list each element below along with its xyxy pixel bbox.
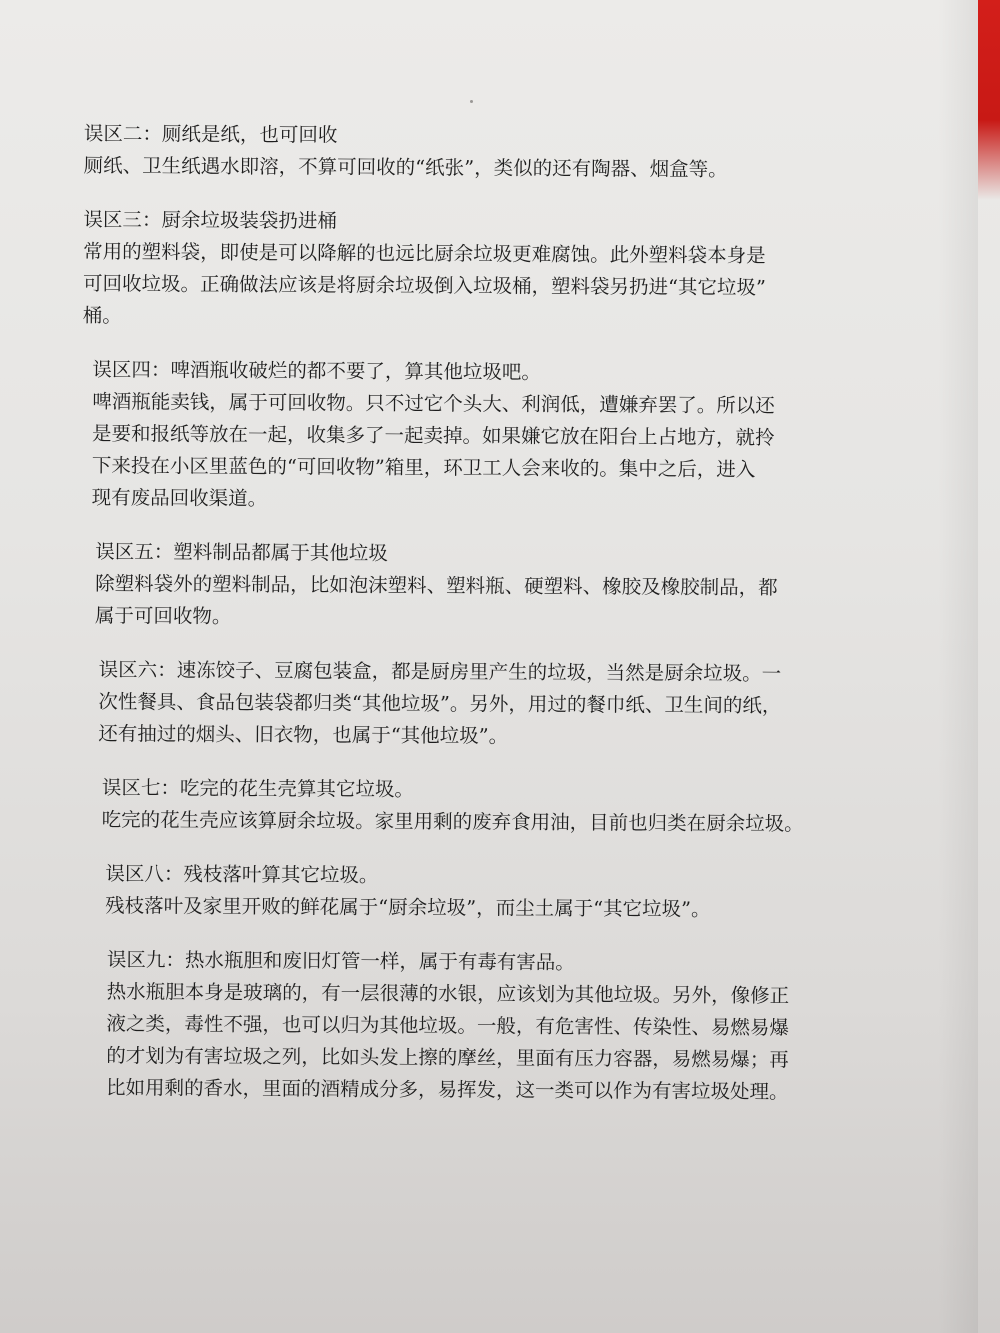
printed-page xyxy=(78,118,884,1131)
section-misconception-3 xyxy=(83,204,884,337)
section-heading: 误区二：厕纸是纸，也可回收 xyxy=(83,121,338,147)
section-body: 啤酒瓶能卖钱，属于可回收物。只不过它个头大、利润低，遭嫌弃罢了。所以还 是要和报纸等放在一起，收集多了一起卖掉。如果嫌它放在阳台上占地方，就拎 下来投在小区里蓝色的“可回收物”箱里，环卫工人会来收的。集中之后，进入 现有废品回收渠道。 xyxy=(91,390,775,511)
section-heading: 误区八：残枝落叶算其它垃圾。 xyxy=(105,862,379,887)
section-heading: 误区三：厨余垃圾装袋扔进桶 xyxy=(83,207,337,233)
section-misconception-2 xyxy=(84,118,884,187)
section-misconception-9 xyxy=(78,944,879,1109)
section-body: 常用的塑料袋，即使是可以降解的也远比厨余垃圾更难腐蚀。此外塑料袋本身是 可回收垃圾。正确做法应该是将厨余垃圾倒入垃圾桶，塑料袋另扔进“其它垃圾” 桶。 xyxy=(82,239,766,328)
section-body: 厕纸、卫生纸遇水即溶，不算可回收的“纸张”，类似的还有陶器、烟盒等。 xyxy=(83,153,728,181)
section-body: 残枝落叶及家里开败的鲜花属于“厨余垃圾”，而尘土属于“其它垃圾”。 xyxy=(105,894,711,921)
section-misconception-6 xyxy=(80,654,881,755)
section-heading: 误区五：塑料制品都属于其他垃圾 xyxy=(95,540,388,565)
section-body: 热水瓶胆本身是玻璃的，有一层很薄的水银，应该划为其他垃圾。另外，像修正 液之类，毒性不强，也可以归为其他垃圾。一般，有危害性、传染性、易燃易爆 的才划为有害垃圾之列，比如头发上擦的摩丝，里面有压力容器，易燃易爆；再 比如用剩的香水，里面的酒精成分多，易挥发，这一类可以作为有害垃圾处理。 xyxy=(106,980,790,1104)
paper-speck xyxy=(470,100,473,103)
section-body: 次性餐具、食品包装袋都归类“其他垃圾”。另外，用过的餐巾纸、卫生间的纸， 还有抽过的烟头、旧衣物，也属于“其他垃圾”。 xyxy=(98,690,782,748)
section-misconception-5 xyxy=(81,536,882,637)
section-misconception-8 xyxy=(79,858,879,927)
section-misconception-7 xyxy=(80,772,880,841)
section-heading: 误区九：热水瓶胆和废旧灯管一样，属于有毒有害品。 xyxy=(106,948,575,975)
section-heading: 误区六：速冻饺子、豆腐包装盒，都是厨房里产生的垃圾，当然是厨余垃圾。一 xyxy=(98,658,782,686)
section-body: 吃完的花生壳应该算厨余垃圾。家里用剩的废弃食用油，目前也归类在厨余垃圾。 xyxy=(101,808,804,836)
section-body: 除塑料袋外的塑料制品，比如泡沫塑料、塑料瓶、硬塑料、橡胶及橡胶制品，都 属于可回收物。 xyxy=(94,572,778,628)
page-shadow xyxy=(938,0,978,1333)
red-folder-edge xyxy=(978,0,1000,200)
section-heading: 误区七：吃完的花生壳算其它垃圾。 xyxy=(101,776,414,802)
section-heading: 误区四：啤酒瓶收破烂的都不要了，算其他垃圾吧。 xyxy=(92,358,542,384)
section-misconception-4 xyxy=(82,354,883,519)
